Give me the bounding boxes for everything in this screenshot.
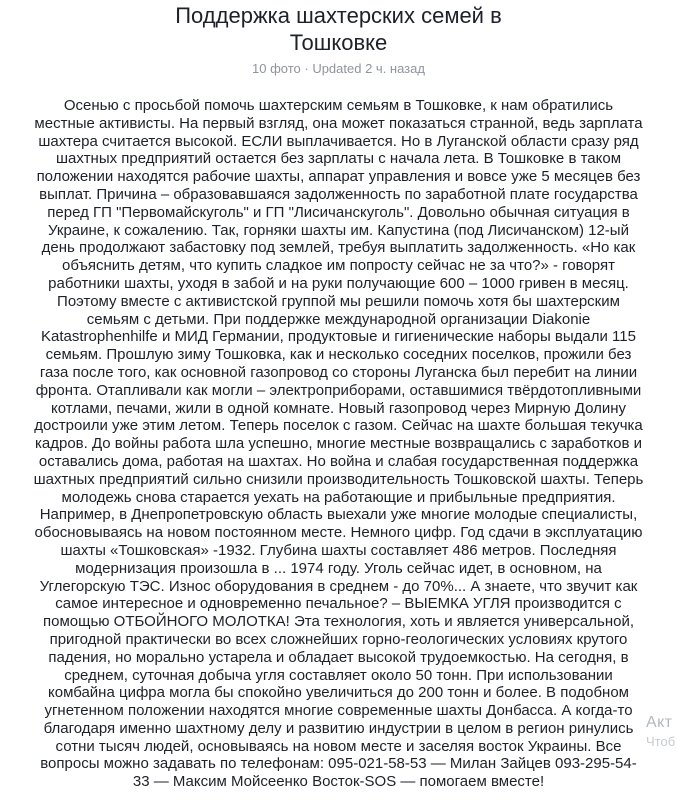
article-text: Осенью с просьбой помочь шахтерским семьям в Тошковке, к нам обратились местные активисты. На первый взгляд, она может показаться странной, ведь зарплата шахтера считается высокой. ЕСЛИ выплачивается. Но в Луганской области сразу ряд шахтных предприятий остается без зарплаты с начала лета. В Тошковке в таком положении находятся рабочие шахты, аппарат управления и вовсе уже 5 месяцев без выплат. Причина – образовавшаяся задолженность по заработной плате государства перед ГП "Первомайскуголь" и ГП "Лисичанскуголь". Довольно обычная ситуация в Украине, к сожалению. Так, горняки шахты им. Капустина (под Лисичанском) 12-ый день продолжают забастовку под землей, требуя выплатить задолженность. «Но как объяснить детям, что купить сладкое им попросту сейчас не за что?» - говорят работники шахты, уходя в забой и на руки получающие 600 – 1000 гривен в месяц. Поэтому вместе с активистской группой мы решили помочь хотя бы шахтерским семьям с детьми. При поддержке международной организации Diakonie Katastrophenhilfe и МИД Германии, продуктовые и гигиенические наборы выдали 115 семьям. Прошлую зиму Тошковка, как и несколько соседних поселков, прожили без газа после того, как основной газопровод со стороны Луганска был перебит на линии фронта. Отапливали как могли – электроприборами, оставшимися твёрдотопливными котлами, печами, жили в одной комнате. Новый газопровод через Мирную Долину достроили уже этим летом. Теперь поселок с газом. Сейчас на шахте большая текучка кадров. До войны работа шла успешно, многие местные возвращались с заработков и оставались дома, работая на шахтах. Но война и слабая государственная поддержка шахтных предприятий сильно снизили производительность Тошковской шахты. Теперь молодежь снова старается уехать на работающие и прибыльные предприятия. Например, в Днепропетровскую область выехали уже многие молодые специалисты, обосновываясь на новом постоянном месте. Немного цифр. Год сдачи в эксплуатацию шахты «Тошковская» -1932. Глубина шахты составляет 486 метров. Последняя модернизация произошла в ... 1974 году. Уголь сейчас идет, в основном, на Углегорскую ТЭС. Износ оборудования в среднем - до 70%... А знаете, что звучит как самое интересное и одновременно печальное? – ВЫЕМКА УГЛЯ производится с помощью ОТБОЙНОГО МОЛОТКА! Эта технология, хоть и является универсальной, пригодной практически во всех сложнейших горно-геологических условиях крутого падения, но морально устарела и обладает высокой трудоемкостью. На сегодня, в среднем, суточная добыча угля составляет около 50 тонн. При использовании комбайна цифра могла бы спокойно увеличиться до 200 тонн и более. В подобном угнетенном положении находятся многие современные шахты Донбасса. А когда-то благодаря именно шахтному делу и развитию индустрии в целом в регион ринулись сотни тысяч людей, основываясь на новом месте и заселяя восток Украины. Все вопросы можно задавать по телефонам: 095-021-58-53 — Милан Зайцев 093-295-54-33 — Максим Мойсеенко Восток-SOS — помогаем вместе!	[33, 97, 644, 791]
page-title: Поддержка шахтерских семей в Тошковке	[175, 3, 502, 55]
side-widget-heading: Акт	[646, 714, 673, 731]
side-widget-subtext: Чтоб	[646, 734, 676, 749]
album-meta: 10 фото · Updated 2 ч. назад	[252, 61, 425, 76]
side-widget	[646, 714, 677, 749]
album-page	[0, 2, 677, 791]
